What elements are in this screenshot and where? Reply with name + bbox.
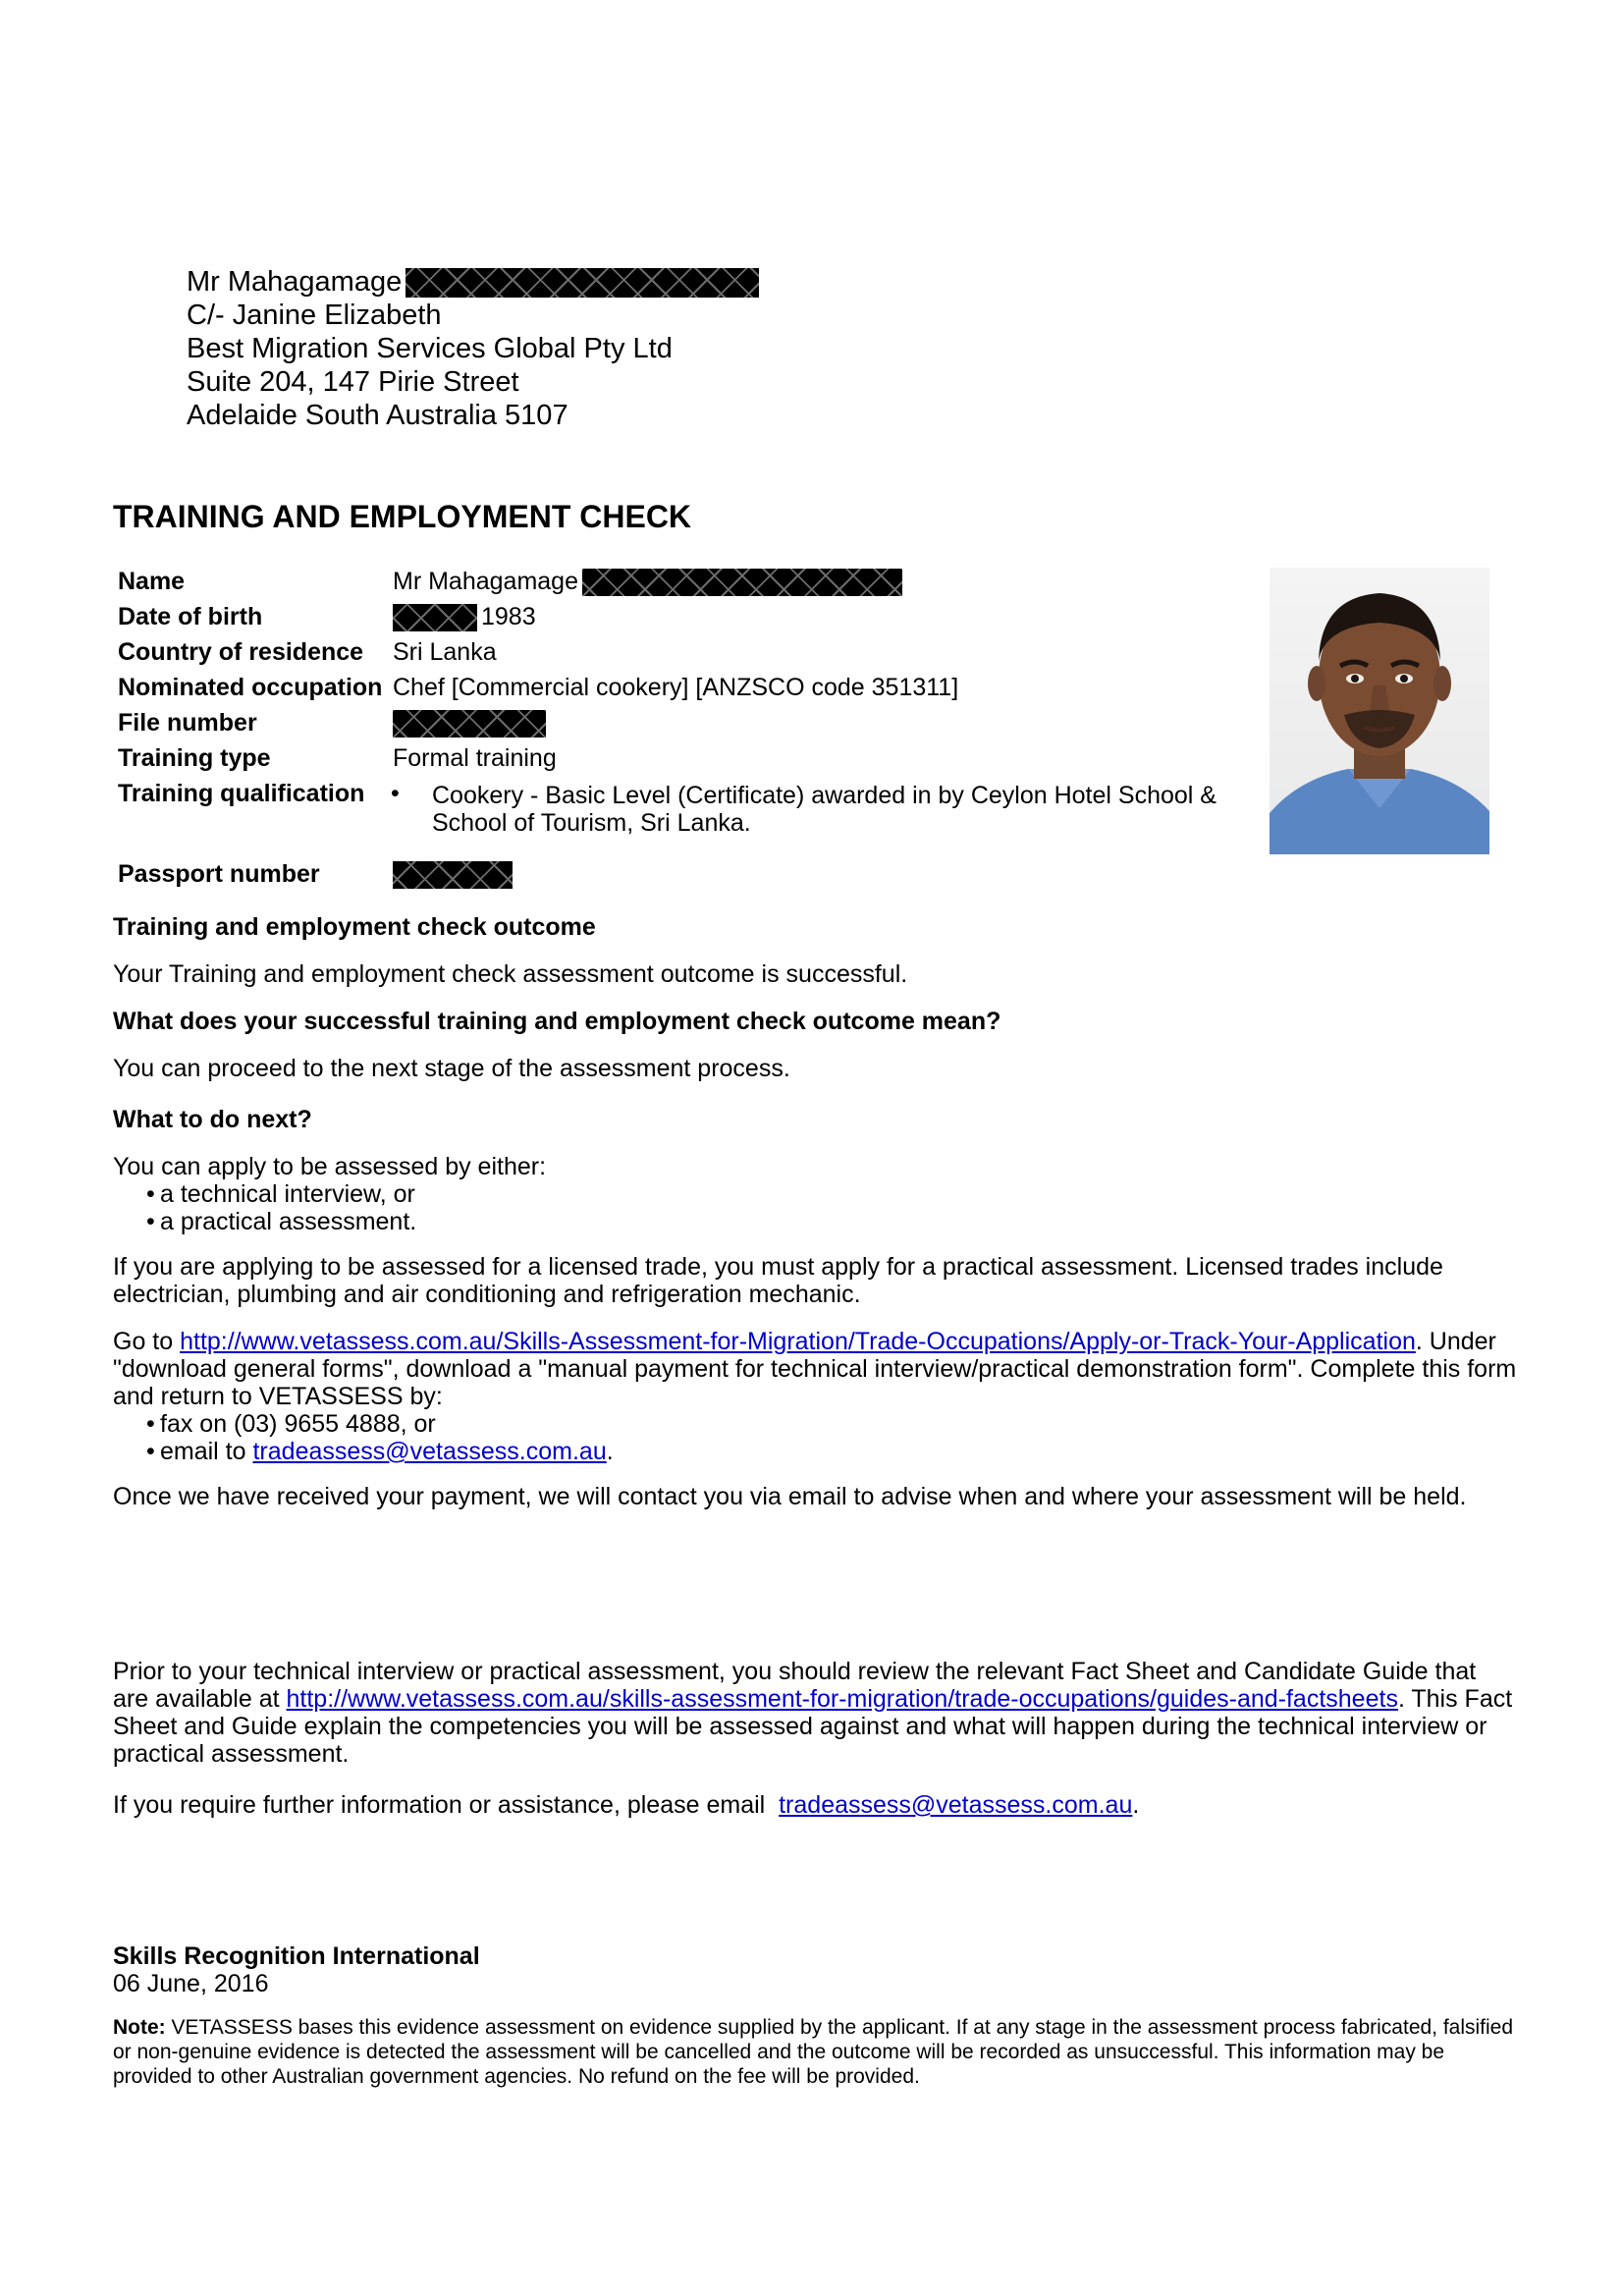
applicant-details [118,566,1237,894]
redaction-passport-number [393,861,513,889]
document-body [113,913,1517,1838]
next-heading: What to do next? [113,1106,312,1133]
assessment-options-list [113,1180,1517,1235]
redaction-surname [406,268,759,298]
address-line-care-of: C/- Janine Elizabeth [187,300,442,331]
recipient-address [187,265,763,432]
signature-org: Skills Recognition International [113,1942,480,1970]
address-line-company: Best Migration Services Global Pty Ltd [187,333,673,364]
list-item: • a technical interview, or [113,1180,1517,1208]
meaning-text: You can proceed to the next stage of the assessment process. [113,1055,790,1082]
next-intro: You can apply to be assessed by either: [113,1153,547,1180]
meaning-heading: What does your successful training and employment check outcome mean? [113,1008,1001,1035]
detail-row-name: Name Mr Mahagamage [118,566,1237,601]
list-item: • a practical assessment. [113,1208,1517,1235]
redaction-dob [393,604,477,631]
note-text: VETASSESS bases this evidence assessment on evidence supplied by the applicant. If at any stage in the assessment process fabricated, falsified or non-genuine evidence is detected the assessment will be cancelled and the outcome will be recorded as unsuccessful. This information may be provided to other Australian government agencies. No refund on the fee will be provided. [113,2016,1514,2088]
further-info-paragraph: If you require further information or assistance, please email tradeassess@vetassess.com.au. [113,1791,1140,1819]
page-title: TRAINING AND EMPLOYMENT CHECK [113,499,692,534]
redaction-name [582,569,902,596]
apply-track-application-link[interactable]: http://www.vetassess.com.au/Skills-Assessment-for-Migration/Trade-Occupations/Apply-or-Track-Your-Application [180,1328,1416,1355]
detail-row-country: Country of residence Sri Lanka [118,638,497,666]
detail-row-dob: Date of birth 1983 [118,603,536,630]
signature-block [113,1942,480,1997]
address-line-street: Suite 204, 147 Pirie Street [187,366,519,398]
qualification-item: • Cookery - Basic Level (Certificate) awarded in by Ceylon Hotel School & School of Tourism, Sri Lanka. [391,780,1216,837]
applicant-photo [1270,568,1489,854]
list-item: • email to tradeassess@vetassess.com.au. [113,1438,1517,1465]
note-label: Note: [113,2016,166,2039]
return-methods-list [113,1410,1517,1465]
outcome-text: Your Training and employment check assessment outcome is successful. [113,960,908,988]
detail-row-passport: Passport number [118,858,1237,894]
list-item: • fax on (03) 9655 4888, or [113,1410,1517,1438]
prior-paragraph: Prior to your technical interview or practical assessment, you should review the relevant Fact Sheet and Candidate Guide that are available at http://www.vetassess.com.au/skills-assessment-for-migration/trade-occupations/guides-and-factsheets. This Fact Sheet and Guide explain the competencies you will be assessed against and what will happen during the technical interview or practical assessment. [113,1658,1513,1768]
redaction-file-number [393,710,546,738]
signature-date: 06 June, 2016 [113,1970,269,1997]
payment-text: Once we have received your payment, we will contact you via email to advise when and where your assessment will be held. [113,1483,1467,1510]
address-line-name: Mr Mahagamage [187,265,763,299]
outcome-heading: Training and employment check outcome [113,913,596,941]
portrait-image [1270,568,1489,854]
tradeassess-email-link[interactable]: tradeassess@vetassess.com.au [252,1438,607,1465]
detail-row-qualification: Training qualification • Cookery - Basic Level (Certificate) awarded in by Ceylon Hotel School & School of Tourism, Sri Lanka. [118,778,1237,858]
further-info-email-link[interactable]: tradeassess@vetassess.com.au [779,1791,1133,1819]
goto-paragraph: Go to http://www.vetassess.com.au/Skills-Assessment-for-Migration/Trade-Occupations/Apply-or-Track-Your-Application. Under "download general forms", download a "manual payment for technical interview/practical demonstration form". Complete this form and return to VETASSESS by: [113,1328,1517,1410]
address-line-city: Adelaide South Australia 5107 [187,400,568,431]
detail-row-occupation: Nominated occupation Chef [Commercial cookery] [ANZSCO code 351311] [118,674,959,701]
detail-row-file-number: File number [118,707,1237,742]
detail-row-training-type: Training type Formal training [118,744,557,772]
disclaimer-note [113,2015,1527,2089]
guides-factsheets-link[interactable]: http://www.vetassess.com.au/skills-assessment-for-migration/trade-occupations/guides-and-factsheets [286,1685,1398,1713]
licensed-trade-text: If you are applying to be assessed for a licensed trade, you must apply for a practical assessment. Licensed trades include electrician, plumbing and air conditioning and refrigeration mechanic. [113,1253,1443,1308]
